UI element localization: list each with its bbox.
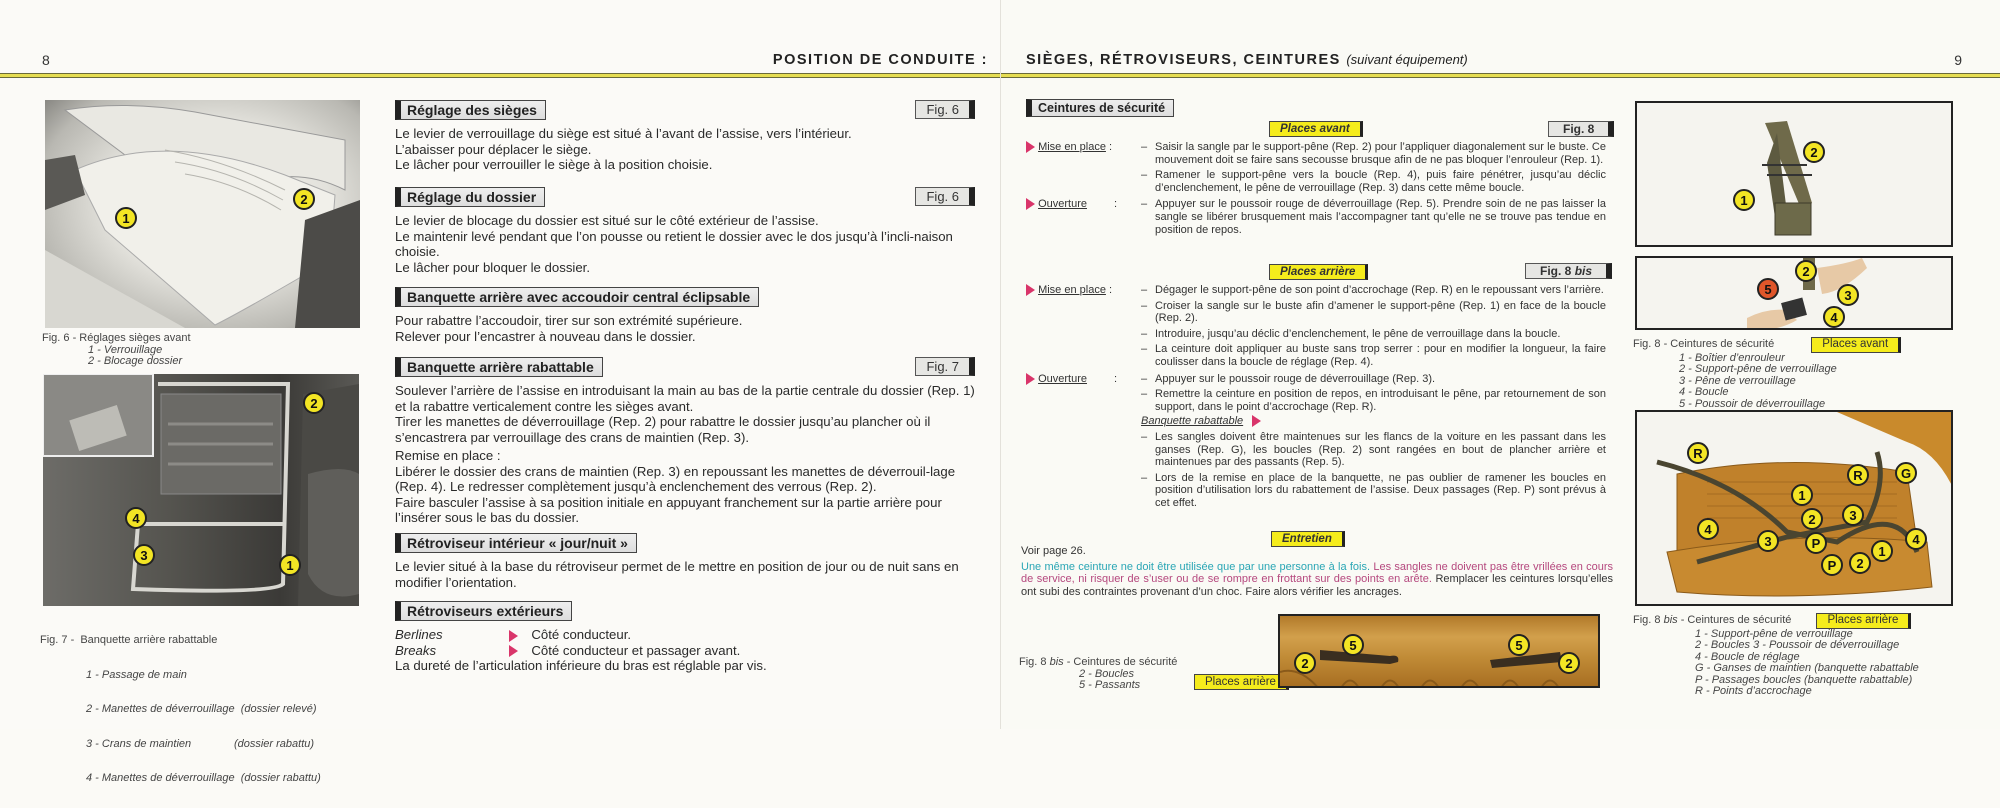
fig8-retractor-illustration — [1635, 101, 1953, 247]
banquette-label: Banquette rabattable — [1141, 415, 1244, 428]
step-text: Appuyer sur le poussoir rouge de déverrouillage (Rep. 3). — [1155, 372, 1436, 385]
mirror-row — [395, 627, 975, 643]
warning-text: Remplacer les ceintures lorsqu’elles ont subi des contraintes provenant d’un choc. Faire alors vérifier les ancrages. — [1021, 573, 1614, 598]
section-retroviseurs-exterieurs — [395, 601, 975, 674]
fig-number: Fig. 8 — [1540, 264, 1572, 278]
paragraph: La dureté de l’articulation inférieure du bras est réglable par vis. — [395, 658, 767, 673]
callout-2: 2 — [303, 392, 325, 414]
caption-item: 2 - Manettes de déverrouillage (dossier relevé) — [86, 703, 317, 715]
fig8-buckle-illustration — [1635, 256, 1953, 330]
instruction-block: Ouverture : – Appuyer sur le poussoir rouge de déverrouillage (Rep. 5). Prendre soin de ne pas laisser la sangle se libérer brusquement mais l’accompagner tant qu’elle ne se trouve pas tendue en position de repos. — [1026, 198, 1606, 236]
caption-item: 1 - Verrouillage — [88, 343, 163, 356]
step-label: Mise en place — [1038, 284, 1106, 296]
section-title: Réglage du dossier — [395, 187, 545, 207]
callout-2: 2 — [1558, 652, 1580, 674]
caption-title: Fig. 6 - Réglages sièges avant — [42, 332, 191, 344]
floor-illustration — [1280, 616, 1600, 688]
arrow-right-icon — [1026, 141, 1035, 153]
see-page-reference: Voir page 26. — [1021, 545, 1086, 557]
fig-suffix: bis — [1574, 264, 1593, 278]
running-head — [1026, 52, 1468, 68]
fig7-caption — [40, 612, 321, 808]
callout-R: R — [1847, 464, 1869, 486]
callout-2: 2 — [1803, 141, 1825, 163]
callout-5: 5 — [1508, 634, 1530, 656]
seat-illustration — [45, 100, 360, 328]
callout-2: 2 — [1795, 260, 1817, 282]
callout-1: 1 — [279, 554, 301, 576]
section-banquette-rabattable — [395, 357, 975, 526]
step-text: Saisir la sangle par le support-pêne (Rep. 2) pour l’appliquer diagonalement sur le buste. Ce mouvement doit se faire sans secousse brusque afin de ne pas bloquer l’enrouleur (Rep. 1). — [1155, 141, 1606, 166]
callout-2: 2 — [1294, 652, 1316, 674]
paragraph: L’abaisser pour déplacer le siège. — [395, 141, 592, 157]
section-reglage-sieges — [395, 100, 975, 173]
figure-reference: Fig. 7 — [915, 357, 975, 376]
fig8bis-small-caption — [1019, 657, 1177, 692]
caption-text: Fig. 8 - Ceintures de sécurité — [1633, 338, 1775, 350]
paragraph: Tirer les manettes de déverrouillage (Rep. 2) pour rabattre le dossier jusqu’au plancher où il s’encastrera par verrouillage des crans de maintien (Rep. 3). — [395, 414, 931, 445]
header-rule — [0, 73, 1000, 78]
section-title: Banquette arrière rabattable — [395, 357, 603, 377]
callout-3: 3 — [1837, 284, 1859, 306]
row-label: Breaks — [395, 642, 437, 658]
running-head-title: SIÈGES, RÉTROVISEURS, CEINTURES — [1026, 52, 1341, 68]
section-title: Banquette arrière avec accoudoir central éclipsable — [395, 287, 759, 307]
small-caption-tag — [1194, 672, 1289, 690]
warning-text-magenta: Les sangles ne doivent pas être vrillées en cours de service, ni risquer de s’user ou de se rompre en frottant sur des points en arête. — [1021, 560, 1614, 586]
callout-2: 2 — [1801, 508, 1823, 530]
running-head: POSITION DE CONDUITE : — [772, 52, 988, 68]
step-label: Mise en place — [1038, 141, 1106, 153]
callout-4: 4 — [125, 507, 147, 529]
paragraph: Soulever l’arrière de l’assise en introduisant la main au bas de la partie centrale du dossier (Rep. 1) et la rabattre verticalement contre les sièges avant. — [395, 383, 975, 414]
paragraph: Le levier de verrouillage du siège est situé à l’avant de l’assise, vers l’intérieur. — [395, 126, 852, 141]
section-body — [395, 383, 975, 526]
rear-tag — [1269, 262, 1368, 280]
step-text: Remettre la ceinture en position de repos, en introduisant le pêne, par retournement de son support, dans le point d’accrochage (Rep. R). — [1155, 388, 1606, 413]
fig6-seat-photo — [45, 100, 360, 328]
front-tag — [1269, 119, 1363, 137]
step-text: Dégager le support-pêne de son point d’accrochage (Rep. R) en le repoussant vers l’arrière. — [1155, 284, 1604, 296]
caption-item: 3 - Crans de maintien (dossier rabattu) — [86, 737, 315, 750]
caption-title: Fig. 7 - Banquette arrière rabattable — [40, 634, 218, 646]
callout-P: P — [1821, 554, 1843, 576]
caption-item: 4 - Boucle de réglage — [1695, 650, 1800, 663]
rear-instructions — [1026, 284, 1606, 510]
arrow-right-icon — [1026, 284, 1035, 296]
row-text: Côté conducteur et passager avant. — [531, 642, 741, 658]
section-reglage-dossier — [395, 187, 975, 275]
mirror-row — [395, 643, 975, 659]
callout-G: G — [1895, 462, 1917, 484]
callout-4: 4 — [1905, 528, 1927, 550]
figure-reference: Fig. 6 — [915, 187, 975, 206]
fig8-caption — [1633, 337, 1901, 410]
caption-item: 2 - Support-pêne de verrouillage — [1679, 363, 1837, 375]
caption-item: 5 - Poussoir de déverrouillage — [1679, 397, 1826, 410]
section-body — [395, 559, 975, 590]
callout-5: 5 — [1342, 634, 1364, 656]
row-label: Berlines — [395, 627, 443, 642]
caption-title — [1633, 337, 1901, 353]
fig-number: Fig. 8 — [1633, 614, 1661, 626]
arrow-right-icon — [1252, 415, 1261, 427]
callout-4: 4 — [1697, 518, 1719, 540]
callout-1: 1 — [115, 207, 137, 229]
callout-R: R — [1687, 442, 1709, 464]
arrow-right-icon — [509, 645, 518, 657]
paragraph: Le levier de blocage du dossier est situé sur le côté extérieur de l’assise. — [395, 213, 819, 228]
callout-3: 3 — [133, 544, 155, 566]
paragraph: Le lâcher pour verrouiller le siège à la position choisie. — [395, 157, 713, 172]
paragraph: Relever pour l’encastrer à nouveau dans le dossier. — [395, 328, 696, 344]
callout-1: 1 — [1871, 540, 1893, 562]
step-text: Introduire, jusqu’au déclic d’enclenchement, le pêne de verrouillage dans la boucle. — [1155, 327, 1561, 340]
step-text: Les sangles doivent être maintenues sur les flancs de la voiture en les passant dans les ganses (Rep. G), les boucles (Rep. 2) sont rangées en bout de plancher arrière et maintenues par des passants (Rep. 5). — [1155, 430, 1606, 469]
arrow-right-icon — [509, 630, 518, 642]
left-page — [0, 0, 1000, 784]
paragraph: Le maintenir levé pendant que l’on pousse ou retient le dossier avec le dos jusqu’à l’incli-naison choisie. — [395, 228, 953, 259]
page-number: 8 — [42, 52, 50, 68]
caption-item: 4 - Manettes de déverrouillage (dossier rabattu) — [86, 772, 321, 784]
fig8bis-bench-illustration — [1635, 410, 1953, 606]
front-instructions — [1026, 141, 1606, 236]
step-text: Lors de la remise en place de la banquette, ne pas oublier de ramener les boucles en position d’utilisation lors du rabattement de l’assise. Deux passages (Rep. P) sont prévus à cet effet. — [1155, 471, 1606, 509]
paragraph: Libérer le dossier des crans de maintien (Rep. 3) en repoussant les manettes de déverrouil-lage (Rep. 4). Le redresser complètement jusqu’à enclenchement des verrous (Rep. 2). — [395, 463, 956, 494]
caption-item: 2 - Blocage dossier — [88, 355, 183, 367]
fig7-rear-bench-photo — [43, 374, 359, 606]
instruction-block: Mise en place : – Saisir la sangle par le support-pêne (Rep. 2) pour l’appliquer diagonalement sur le buste. Ce mouvement doit se faire sans secousse brusque afin de ne pas bloquer l’enrouleur (Rep. 1). – Ramener le support-pêne vers la boucle (Rep. 4), puis faire pénétrer, jusqu’au déclic d’enclenchement, le pêne de verrouillage (Rep. 3) dans cette même boucle. — [1026, 141, 1606, 194]
paragraph: Le levier situé à la base du rétroviseur permet de le mettre en position de jour ou de nuit sans en modifier l’orientation. — [395, 559, 959, 590]
page-number: 9 — [1954, 52, 1962, 68]
figure-reference: Fig. 6 — [915, 100, 975, 119]
step-label: Ouverture — [1038, 372, 1087, 385]
fig8bis-floor-photo — [1278, 614, 1600, 688]
places-avant-tag: Places avant — [1811, 337, 1901, 353]
section-header — [1026, 99, 1174, 117]
callout-3: 3 — [1757, 530, 1779, 552]
places-arriere-tag: Places arrière — [1816, 613, 1911, 629]
arrow-right-icon — [1026, 373, 1035, 385]
front-fig-ref — [1548, 120, 1614, 138]
row-text: Côté conducteur. — [531, 627, 632, 642]
section-body — [395, 126, 975, 173]
callout-P: P — [1805, 532, 1827, 554]
figure-reference: Fig. 8 — [1548, 121, 1614, 137]
retractor-drawing — [1637, 103, 1953, 247]
caption-item: 2 - Boucles — [1079, 667, 1135, 680]
fig-suffix: bis — [1049, 656, 1064, 668]
callout-4: 4 — [1823, 306, 1845, 328]
step-text: La ceinture doit appliquer au buste sans trop serrer : pour en modifier la longueur, la faire coulisser dans la boucle de réglage (Rep. 4). — [1155, 343, 1606, 368]
callout-1: 1 — [1791, 484, 1813, 506]
caption-item: 3 - Pêne de verrouillage — [1679, 374, 1796, 387]
running-head-note: (suivant équipement) — [1346, 52, 1468, 67]
caption-item: G - Ganses de maintien (banquette rabattable — [1695, 662, 1919, 674]
paragraph: Le lâcher pour bloquer le dossier. — [395, 259, 591, 275]
figure-reference — [1525, 263, 1612, 279]
places-avant-tag: Places avant — [1269, 121, 1363, 137]
caption-text: - Ceintures de sécurité — [1680, 614, 1792, 626]
paragraph: Remise en place : — [395, 448, 501, 463]
caption-item: 5 - Passants — [1079, 679, 1141, 691]
section-title: Ceintures de sécurité — [1026, 99, 1174, 117]
places-arriere-tag: Places arrière — [1269, 264, 1368, 280]
fig8bis-caption — [1633, 613, 1919, 698]
places-arriere-tag: Places arrière — [1194, 674, 1289, 690]
section-body — [395, 313, 975, 344]
fig-suffix: bis — [1663, 614, 1678, 626]
step-text: Ramener le support-pêne vers la boucle (Rep. 4), puis faire pénétrer, jusqu’au déclic d’enclenchement, le pêne de verrouillage (Rep. 3) dans cette même boucle. — [1155, 169, 1606, 194]
arrow-right-icon — [1026, 198, 1035, 210]
step-label: Ouverture — [1038, 198, 1087, 211]
paragraph: Pour rabattre l’accoudoir, tirer sur son extrémité supérieure. — [395, 313, 743, 328]
section-title: Réglage des sièges — [395, 100, 546, 120]
entretien-text — [1021, 545, 1613, 598]
section-body — [395, 213, 975, 275]
right-page — [1000, 0, 2000, 729]
warning-text-cyan: Une même ceinture ne doit être utilisée que par une personne à la fois. — [1021, 560, 1371, 573]
caption-item: 1 - Support-pêne de verrouillage — [1695, 627, 1853, 640]
callout-1: 1 — [1733, 189, 1755, 211]
rear-fig-ref — [1525, 262, 1612, 280]
caption-item: R - Points d’accrochage — [1695, 685, 1812, 697]
caption-item: 2 - Boucles 3 - Poussoir de déverrouillage — [1695, 639, 1900, 651]
step-text: Appuyer sur le poussoir rouge de déverrouillage (Rep. 5). Prendre soin de ne pas laisser la sangle se libérer brusquement mais l’accompagner tant qu’elle ne se trouve pas tendue en position de repos. — [1155, 198, 1606, 236]
instruction-block: Mise en place : – Dégager le support-pêne de son point d’accrochage (Rep. R) en le repoussant vers l’arrière. – Croiser la sangle sur le buste afin d’amener le support-pêne (Rep. 1) en face de la boucle (Rep. 2). – Introduire, jusqu’au déclic d’enclenchement, le pêne de verrouillage dans la boucle. – La ceinture doit appliquer au buste sans trop serrer : pour en modifier la longueur, la faire coulisser dans la boucle de réglage (Rep. 4). — [1026, 284, 1606, 369]
step-text: Croiser la sangle sur le buste afin d’amener le support-pêne (Rep. 1) en face de la boucle (Rep. 2). — [1155, 299, 1606, 325]
caption-item: 1 - Passage de main — [86, 668, 187, 681]
callout-5: 5 — [1757, 278, 1779, 300]
callout-2: 2 — [1849, 552, 1871, 574]
section-accoudoir — [395, 287, 975, 344]
fig6-caption — [42, 333, 191, 368]
fig-number: Fig. 8 — [1019, 656, 1047, 668]
section-retroviseur-interieur — [395, 533, 975, 590]
caption-item: 4 - Boucle — [1679, 386, 1729, 398]
caption-item: 1 - Boîtier d’enrouleur — [1679, 351, 1785, 364]
caption-item: P - Passages boucles (banquette rabattable) — [1695, 673, 1913, 686]
caption-title — [1019, 657, 1177, 669]
instruction-block: Ouverture : – Appuyer sur le poussoir rouge de déverrouillage (Rep. 3). – Remettre la ceinture en position de repos, en introduisant le pêne, par retournement de son support, dans le point d’accrochage (Rep. R). Banquette rabattable – Les sangles doivent être maintenues sur les flancs de la voiture en les passant dans les ganses (Rep. G), les boucles (Rep. 2) sont rangées en bout de plancher arrière et maintenues par des passants (Rep. 5). – Lors de la remise en place de la banquette, ne pas oublier de ramener les boucles en position d’utilisation lors du rabattement de l’assise. Deux passages (Rep. P) sont prévus à cet effet. — [1026, 373, 1606, 510]
header-rule — [1001, 73, 2000, 78]
callout-3: 3 — [1842, 504, 1864, 526]
bench-drawing — [1637, 412, 1953, 606]
section-title: Rétroviseur intérieur « jour/nuit » — [395, 533, 637, 553]
caption-text: - Ceintures de sécurité — [1066, 656, 1178, 668]
section-title: Rétroviseurs extérieurs — [395, 601, 572, 621]
entretien-tag: Entretien — [1271, 531, 1345, 547]
section-body — [395, 627, 975, 674]
paragraph: Faire basculer l’assise à sa position initiale en appuyant franchement sur la partie arrière pour l’insérer sous le bas du dossier. — [395, 494, 942, 525]
callout-2: 2 — [293, 188, 315, 210]
caption-title — [1633, 613, 1919, 629]
